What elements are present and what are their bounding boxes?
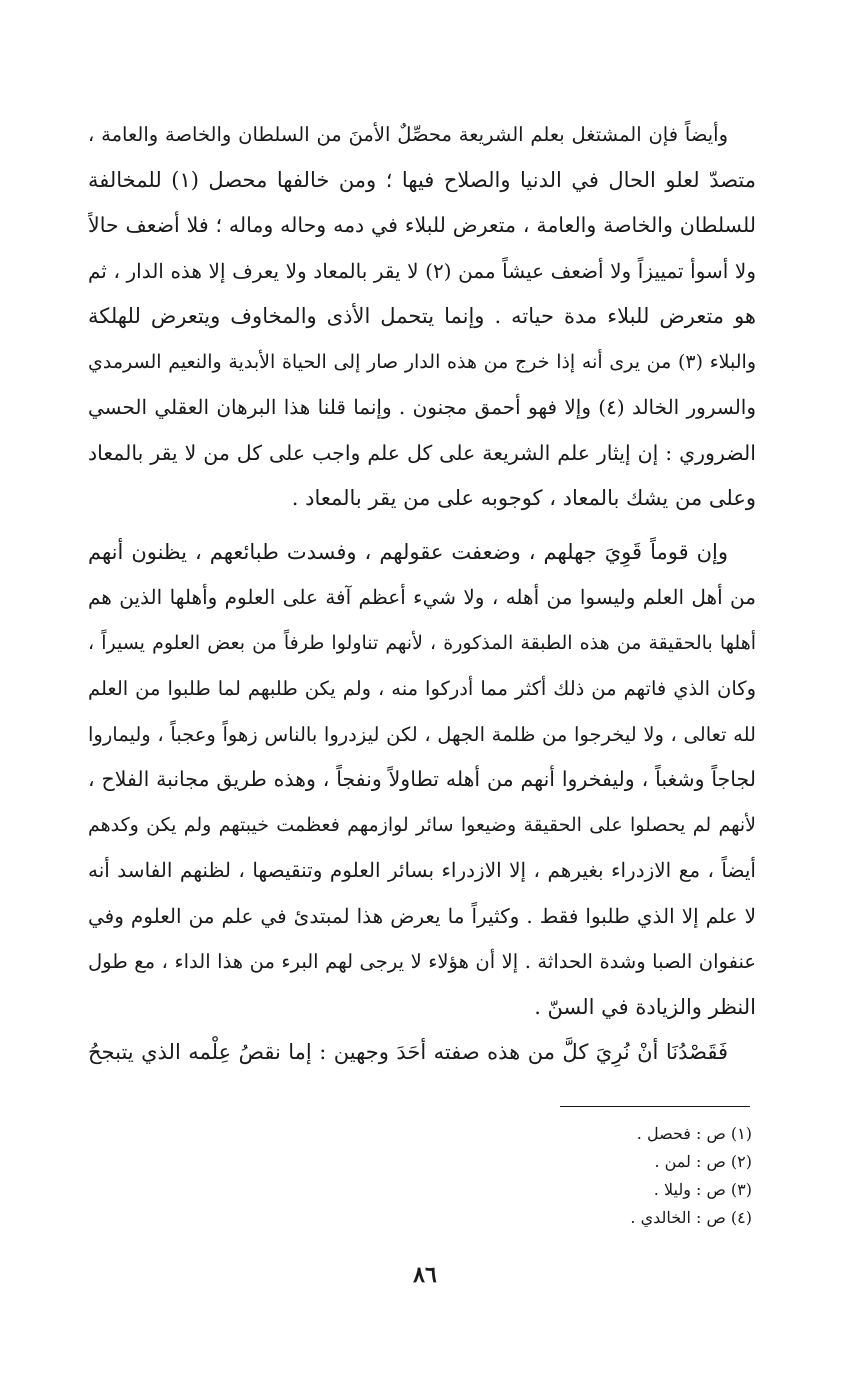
text-line: لا علم إلا الذي طلبوا فقط . وكثيراً ما يعرض هذا لمبتدئ في علم من العلوم وفي [88, 903, 756, 928]
main-text [88, 112, 756, 1076]
footnote-1: (١) ص : فحصل . [636, 1124, 752, 1143]
paragraph-2 [88, 530, 756, 1031]
text-line: الضروري : إن إيثار علم الشريعة على كل علم واجب على كل من لا يقر بالمعاد [88, 440, 756, 465]
footnote-2: (٢) ص : لمن . [654, 1152, 752, 1171]
text-line: وأيضاً فإن المشتغل بعلم الشريعة محصِّلٌ الأمنَ من السلطان والخاصة والعامة ، [88, 123, 728, 146]
text-line: أيضاً ، مع الازدراء بغيرهم ، إلا الازدراء بسائر العلوم وتنقيصها ، لظنهم الفاسد أنه [88, 858, 756, 882]
text-line: عنفوان الصبا وشدة الحداثة . إلا أن هؤلاء لا يرجى لهم البرء من هذا الداء ، مع طول [88, 950, 756, 973]
paragraph-1 [88, 112, 756, 522]
text-line: وكان الذي فاتهم من ذلك أكثر مما أدركوا منه ، ولم يكن طلبهم لما طلبوا من العلم [88, 677, 756, 700]
text-line: متصدّ لعلو الحال في الدنيا والصلاح فيها ؛ ومن خالفها محصل (١) للمخالفة [88, 167, 756, 192]
text-line: والبلاء (٣) من يرى أنه إذا خرج من هذه الدار صار إلى الحياة الأبدية والنعيم السرمدي [88, 350, 756, 373]
text-line: النظر والزيادة في السنّ . [534, 994, 756, 1019]
text-line: وإن قوماً قَوِيَ جهلهم ، وضعفت عقولهم ، وفسدت طبائعهم ، يظنون أنهم [88, 539, 728, 564]
text-line: أهلها بالحقيقة من هذه الطبقة المذكورة ، لأنهم تناولوا طرفاً من بعض العلوم يسيراً ، [88, 631, 756, 654]
paragraph-gap [88, 522, 756, 530]
paragraph-3 [88, 1030, 756, 1076]
text-line: فَقَصْدُنَا أنْ نُرِيَ كلَّ من هذه صفته أحَدَ وجهين : إما نقصُ عِلْمه الذي يتبجحُ [88, 1040, 728, 1064]
text-line: لأنهم لم يحصلوا على الحقيقة وضيعوا سائر لوازمهم فعظمت خيبتهم ولم يكن وكدهم [88, 813, 756, 836]
footnote-3: (٣) ص : وليلا . [653, 1180, 752, 1199]
text-line: من أهل العلم وليسوا من أهله ، ولا شيء أعظم آفة على العلوم وأهلها الذين هم [88, 585, 756, 609]
footnote-separator [560, 1106, 750, 1107]
text-line: وعلى من يشك بالمعاد ، كوجوبه على من يقر بالمعاد . [291, 486, 756, 510]
footnotes [452, 1120, 752, 1232]
text-line: لجاجاً وشغباً ، وليفخروا أنهم من أهله تطاولاً ونفجاً ، وهذه طريق مجانبة الفلاح ، [88, 767, 756, 791]
footnote-4: (٤) ص : الخالدي . [630, 1208, 752, 1227]
text-line: هو متعرض للبلاء مدة حياته . وإنما يتحمل الأذى والمخاوف ويتعرض للهلكة [88, 304, 756, 328]
text-line: والسرور الخالد (٤) وإلا فهو أحمق مجنون . وإنما قلنا هذا البرهان العقلي الحسي [88, 395, 756, 419]
page-number: ٨٦ [413, 1262, 437, 1288]
text-line: لله تعالى ، ولا ليخرجوا من ظلمة الجهل ، لكن ليزدروا بالناس زهواً وعجباً ، وليماروا [88, 722, 756, 746]
text-line: للسلطان والخاصة والعامة ، متعرض للبلاء في دمه وحاله وماله ؛ فلا أضعف حالاً [88, 213, 756, 237]
text-line: ولا أسوأ تمييزاً ولا أضعف عيشاً ممن (٢) لا يقر بالمعاد ولا يعرف إلا هذه الدار ، ثم [88, 258, 756, 283]
